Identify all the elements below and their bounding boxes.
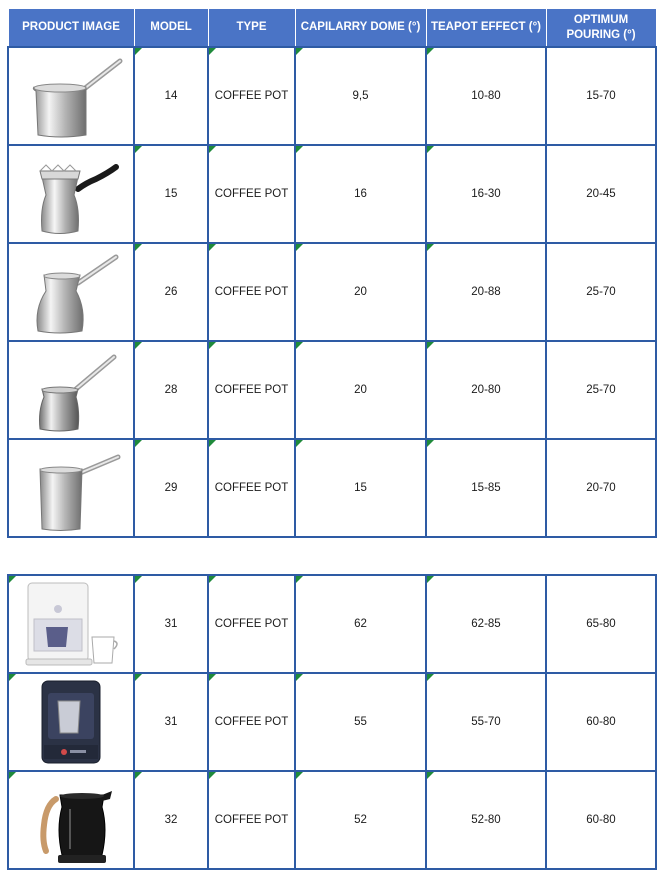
product-image-cell [8, 341, 134, 439]
dome-cell: 15 [295, 439, 426, 537]
product-image-cell [8, 145, 134, 243]
dome-cell: 52 [295, 771, 426, 869]
product-image-cell [8, 47, 134, 145]
pouring-cell: 25-70 [546, 243, 656, 341]
type-cell: COFFEE POT [208, 673, 295, 771]
teapot-cell: 62-85 [426, 575, 546, 673]
table-row [8, 771, 656, 869]
model-cell: 26 [134, 243, 208, 341]
product-image-cell [8, 439, 134, 537]
table-row [8, 47, 656, 145]
dome-cell: 55 [295, 673, 426, 771]
type-cell: COFFEE POT [208, 771, 295, 869]
type-cell: COFFEE POT [208, 439, 295, 537]
product-image-cell [8, 243, 134, 341]
type-cell: COFFEE POT [208, 243, 295, 341]
pouring-cell: 20-45 [546, 145, 656, 243]
dome-cell: 9,5 [295, 47, 426, 145]
header-product-image: PRODUCT IMAGE [8, 9, 134, 48]
teapot-cell: 52-80 [426, 771, 546, 869]
type-cell: COFFEE POT [208, 145, 295, 243]
product-image-cell [8, 575, 134, 673]
teapot-cell: 10-80 [426, 47, 546, 145]
pouring-cell: 25-70 [546, 341, 656, 439]
table-row [8, 341, 656, 439]
teapot-cell: 55-70 [426, 673, 546, 771]
stainless-coffee-pot-icon [16, 443, 126, 533]
model-cell: 28 [134, 341, 208, 439]
product-table-bottom [7, 574, 657, 870]
dome-cell: 20 [295, 341, 426, 439]
table-row [8, 575, 656, 673]
pouring-cell: 60-80 [546, 673, 656, 771]
dome-cell: 20 [295, 243, 426, 341]
model-cell: 31 [134, 575, 208, 673]
product-image-cell [8, 673, 134, 771]
pouring-cell: 15-70 [546, 47, 656, 145]
stainless-coffee-pot-icon [16, 247, 126, 337]
header-capillary-dome: CAPILARRY DOME (°) [295, 9, 426, 48]
product-table-top [7, 8, 657, 538]
teapot-cell: 20-80 [426, 341, 546, 439]
pouring-cell: 20-70 [546, 439, 656, 537]
stainless-coffee-pot-black-handle-icon [16, 149, 126, 239]
table-row [8, 439, 656, 537]
teapot-cell: 16-30 [426, 145, 546, 243]
table-row [8, 243, 656, 341]
header-optimum-pouring: OPTIMUM POURING (°) [546, 9, 656, 48]
model-cell: 31 [134, 673, 208, 771]
header-teapot-effect: TEAPOT EFFECT (°) [426, 9, 546, 48]
stainless-coffee-pot-icon [16, 345, 126, 435]
pouring-cell: 65-80 [546, 575, 656, 673]
stainless-coffee-pot-icon [16, 51, 126, 141]
black-electric-coffee-pot-icon [16, 775, 126, 865]
model-cell: 29 [134, 439, 208, 537]
model-cell: 15 [134, 145, 208, 243]
teapot-cell: 20-88 [426, 243, 546, 341]
dome-cell: 16 [295, 145, 426, 243]
type-cell: COFFEE POT [208, 575, 295, 673]
header-model: MODEL [134, 9, 208, 48]
type-cell: COFFEE POT [208, 341, 295, 439]
dome-cell: 62 [295, 575, 426, 673]
model-cell: 32 [134, 771, 208, 869]
header-type: TYPE [208, 9, 295, 48]
table-row [8, 673, 656, 771]
model-cell: 14 [134, 47, 208, 145]
type-cell: COFFEE POT [208, 47, 295, 145]
product-image-cell [8, 771, 134, 869]
teapot-cell: 15-85 [426, 439, 546, 537]
dark-coffee-machine-icon [16, 677, 126, 767]
pouring-cell: 60-80 [546, 771, 656, 869]
table-row [8, 145, 656, 243]
white-coffee-machine-icon [16, 579, 126, 669]
header-row [8, 9, 656, 48]
